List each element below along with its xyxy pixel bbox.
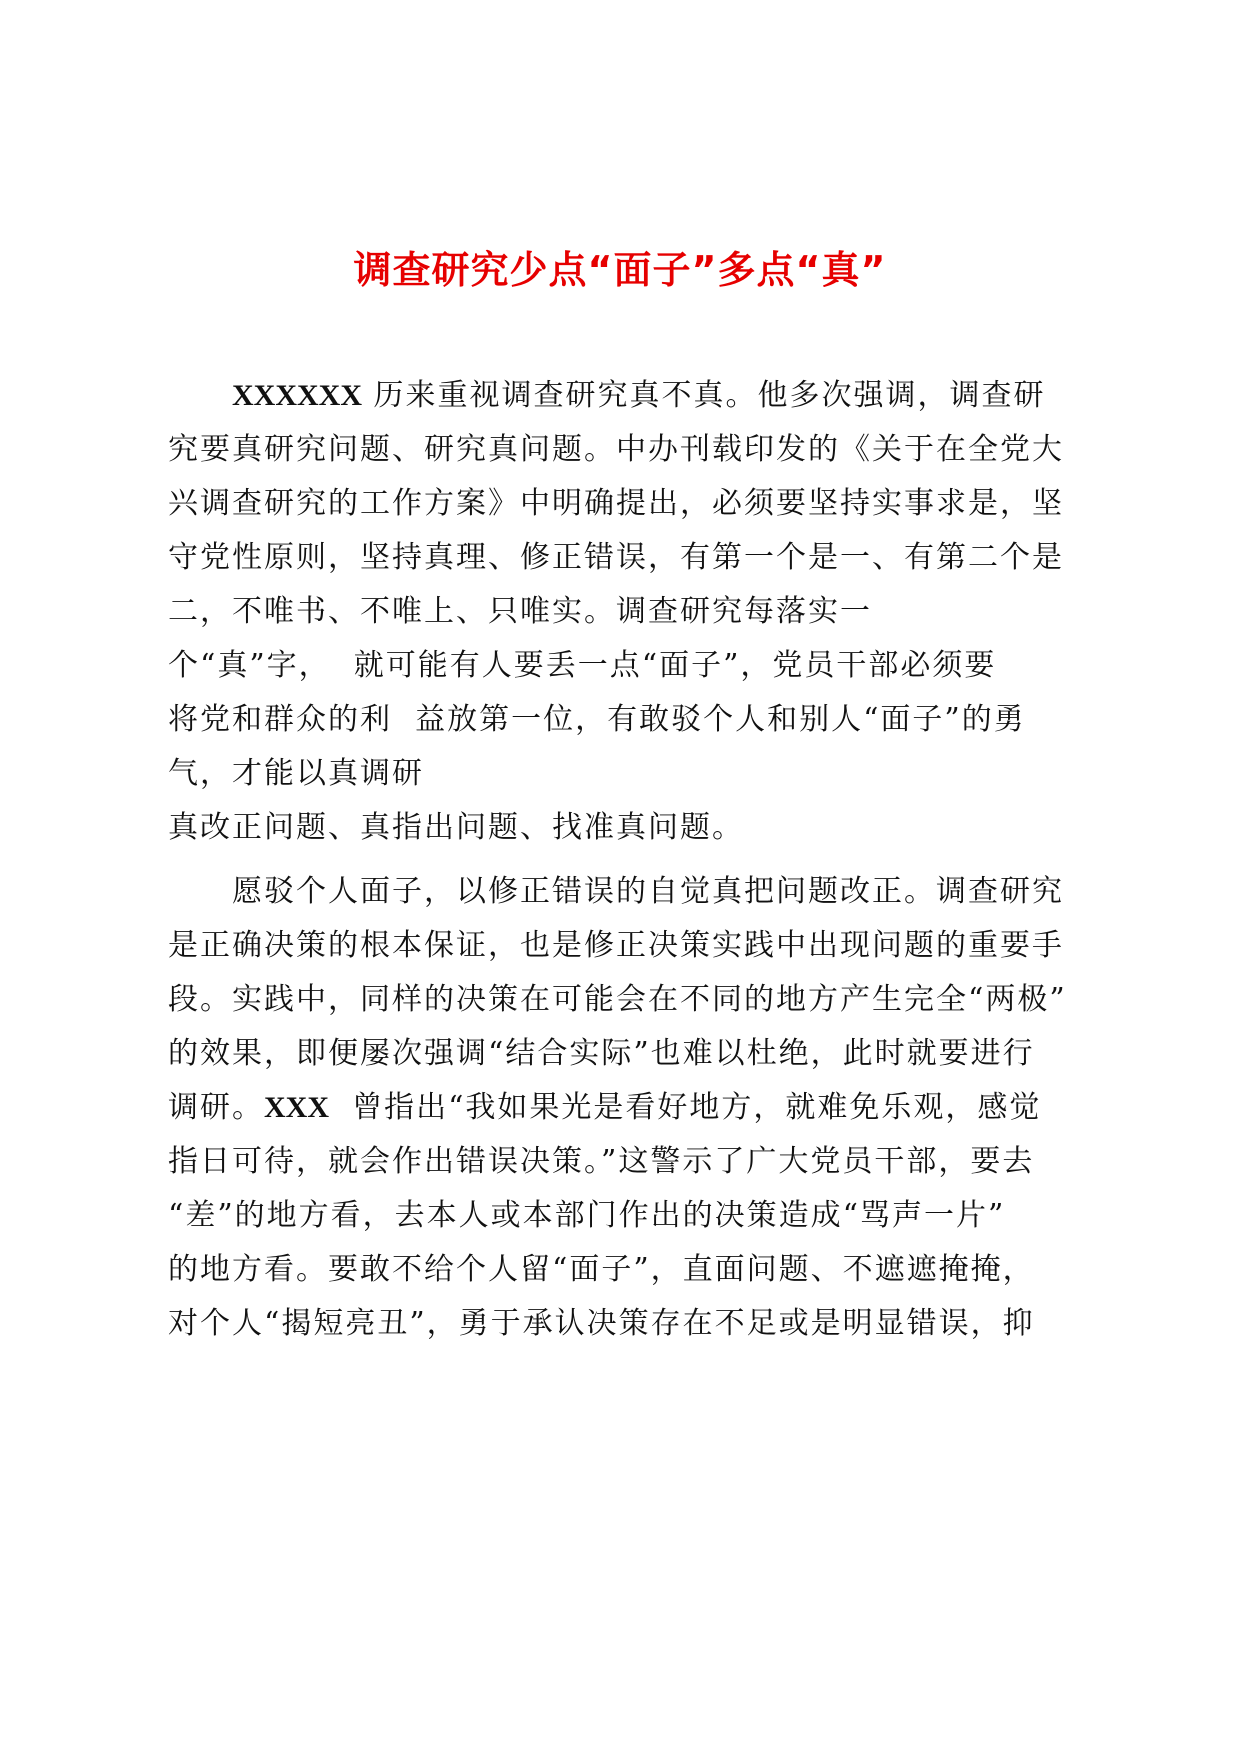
paragraph-line: 的效果，即便屡次强调“结合实际”也难以杜绝，此时就要进行 xyxy=(168,1036,1035,1071)
document-title: 调查研究少点“面子”多点“真” xyxy=(353,248,887,292)
paragraph-line: 将党和群众的利 益放第一位，有敢驳个人和别人“面子”的勇 xyxy=(168,702,1026,737)
paragraph-line: 气，才能以真调研 xyxy=(168,756,424,791)
paragraph-line: 究要真研究问题、研究真问题。中办刊载印发的《关于在全党大 xyxy=(168,432,1064,467)
paragraph-line: 段。实践中，同样的决策在可能会在不同的地方产生完全“两极” xyxy=(168,982,1067,1017)
paragraph-line: 真改正问题、真指出问题、找准真问题。 xyxy=(168,810,744,845)
paragraph-line: XXXXXX 历来重视调查研究真不真。他多次强调，调查研 xyxy=(232,378,1046,413)
paragraph-line: 是正确决策的根本保证，也是修正决策实践中出现问题的重要手 xyxy=(168,928,1064,963)
redacted-name: XXX xyxy=(264,1091,329,1124)
paragraph-line: 对个人“揭短亮丑”，勇于承认决策存在不足或是明显错误，抑 xyxy=(168,1306,1035,1341)
paragraph-line: 指日可待，就会作出错误决策。”这警示了广大党员干部，要去 xyxy=(168,1144,1035,1179)
paragraph-line: 守党性原则，坚持真理、修正错误，有第一个是一、有第二个是 xyxy=(168,540,1064,575)
paragraph-line: 的地方看。要敢不给个人留“面子”，直面问题、不遮遮掩掩， xyxy=(168,1252,1035,1287)
paragraph-line: 个“真”字， 就可能有人要丢一点“面子”，党员干部必须要 xyxy=(168,648,997,683)
paragraph-line: 二，不唯书、不唯上、只唯实。调查研究每落实一 xyxy=(168,594,872,629)
paragraph-line: 兴调查研究的工作方案》中明确提出，必须要坚持实事求是，坚 xyxy=(168,486,1064,521)
paragraph-line: “差”的地方看，去本人或本部门作出的决策造成“骂声一片” xyxy=(168,1198,1006,1233)
paragraph-line: 调研。XXX 曾指出“我如果光是看好地方，就难免乐观，感觉 xyxy=(168,1090,1042,1125)
paragraph-line: 愿驳个人面子，以修正错误的自觉真把问题改正。调查研究 xyxy=(232,874,1064,909)
redacted-name: XXXXXX xyxy=(232,379,362,412)
